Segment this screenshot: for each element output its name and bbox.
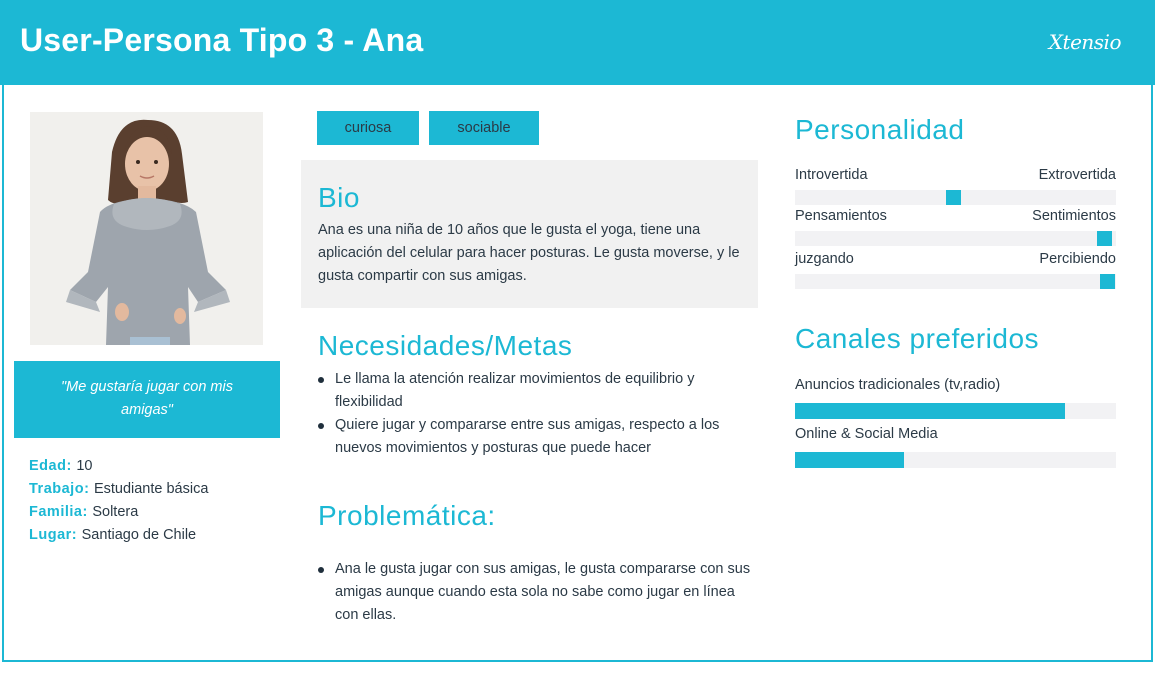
fact-value: Estudiante básica [93,481,209,497]
channels-section [795,323,1116,468]
slider-judging-perceiving [795,250,1116,289]
slider-track [795,274,1116,289]
fact-location: Lugar: Santiago de Chile [29,527,197,543]
channel-traditional [795,376,1116,419]
channel-bar-fill [795,403,1065,419]
slider-right-label: Sentimientos [1032,208,1116,224]
personality-title: Personalidad [795,114,965,145]
channel-label: Anuncios tradicionales (tv,radio) [795,377,1001,393]
channel-bar-fill [795,452,904,468]
personality-section [795,114,1116,289]
slider-left-label: Pensamientos [795,208,887,224]
header-bar [0,0,1155,85]
persona-photo [30,112,263,345]
slider-left-label: Introvertida [795,167,868,183]
needs-section [318,330,758,460]
channels-title: Canales preferidos [795,323,1040,354]
slider-left-label: juzgando [795,251,854,267]
bio-text: Ana es una niña de 10 años que le gusta el yoga, tiene una aplicación del celular para hacer posturas. Le gusta moverse, y le gusta compartir con sus amigas. [318,222,740,284]
fact-family: Familia: Soltera [29,504,139,520]
persona-facts [29,455,208,547]
fact-age: Edad: 10 [29,458,93,474]
bio-title: Bio [318,182,360,213]
slider-track [795,231,1116,246]
list-item: Quiere jugar y compararse entre sus amigas, respecto a los nuevos movimientos y posturas que puede hacer [318,414,758,460]
bio-panel [301,160,758,308]
fact-key: Edad [29,458,67,474]
fact-key: Trabajo [29,481,85,497]
list-item: Ana le gusta jugar con sus amigas, le gusta compararse con sus amigas aunque cuando esta sola no sabe como jugar en línea con ellas. [318,558,758,627]
page-title: User-Persona Tipo 3 - Ana [20,22,424,58]
tag-sociable[interactable]: sociable [429,111,539,145]
channel-online [795,425,1116,468]
problems-section [318,500,758,627]
needs-title: Necesidades/Metas [318,330,573,361]
channel-bar [795,452,1116,468]
fact-job: Trabajo: Estudiante básica [29,481,209,497]
fact-key: Lugar [29,527,72,543]
slider-introvert-extrovert [795,166,1116,205]
slider-right-label: Extrovertida [1038,167,1116,183]
fact-value: 10 [76,458,93,474]
problems-list [318,558,758,627]
fact-value: Soltera [92,504,139,520]
xtensio-logo[interactable]: Xtensio [1048,30,1121,54]
channel-label: Online & Social Media [795,426,938,442]
slider-track [795,190,1116,205]
slider-knob[interactable] [1100,274,1115,289]
slider-thinking-feeling [795,207,1116,246]
fact-key: Familia [29,504,83,520]
fact-value: Santiago de Chile [81,527,197,543]
channel-bar [795,403,1116,419]
problems-title: Problemática: [318,500,496,531]
slider-knob[interactable] [1097,231,1112,246]
slider-knob[interactable] [946,190,961,205]
photo-illustration [30,112,263,345]
list-item: Le llama la atención realizar movimientos de equilibrio y flexibilidad [318,368,758,414]
tag-curiosa[interactable]: curiosa [317,111,419,145]
needs-list [318,368,758,460]
persona-quote: "Me gustaría jugar con mis amigas" [14,361,280,438]
slider-right-label: Percibiendo [1039,251,1116,267]
